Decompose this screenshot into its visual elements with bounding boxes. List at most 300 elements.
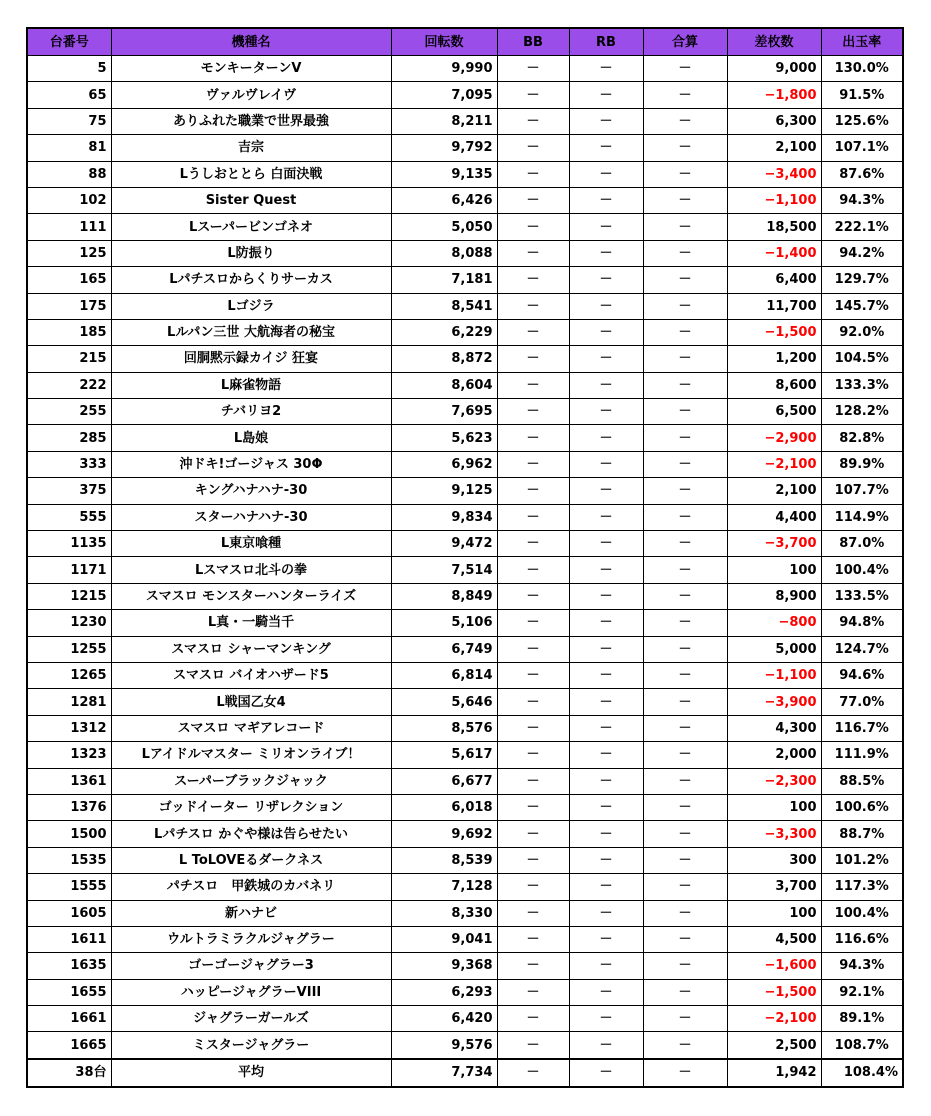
combined-cell: － bbox=[643, 768, 727, 794]
table-row bbox=[27, 293, 903, 319]
rb-cell: － bbox=[569, 953, 643, 979]
machine-number-cell: 1281 bbox=[27, 689, 111, 715]
machine-name-cell: L戦国乙女4 bbox=[111, 689, 391, 715]
machine-name-cell: ウルトラミラクルジャグラー bbox=[111, 926, 391, 952]
bb-cell: － bbox=[497, 346, 569, 372]
bb-cell: － bbox=[497, 267, 569, 293]
summary-spins-cell: 7,734 bbox=[391, 1059, 497, 1087]
rb-cell: － bbox=[569, 108, 643, 134]
combined-cell: － bbox=[643, 715, 727, 741]
difference-cell: −1,500 bbox=[727, 979, 821, 1005]
combined-cell: － bbox=[643, 240, 727, 266]
difference-cell: 6,500 bbox=[727, 399, 821, 425]
payout-rate-cell: 87.0% bbox=[821, 531, 903, 557]
difference-cell: 3,700 bbox=[727, 874, 821, 900]
payout-rate-cell: 100.6% bbox=[821, 794, 903, 820]
table-row bbox=[27, 425, 903, 451]
bb-cell: － bbox=[497, 689, 569, 715]
machine-number-cell: 215 bbox=[27, 346, 111, 372]
header-row bbox=[27, 28, 903, 56]
machine-number-cell: 555 bbox=[27, 504, 111, 530]
bb-cell: － bbox=[497, 531, 569, 557]
rb-cell: － bbox=[569, 583, 643, 609]
payout-rate-cell: 129.7% bbox=[821, 267, 903, 293]
combined-cell: － bbox=[643, 214, 727, 240]
difference-cell: −2,100 bbox=[727, 1006, 821, 1032]
combined-cell: － bbox=[643, 689, 727, 715]
bb-cell: － bbox=[497, 662, 569, 688]
payout-rate-cell: 104.5% bbox=[821, 346, 903, 372]
summary-machine-number-cell: 38台 bbox=[27, 1059, 111, 1087]
machine-name-cell: Lパチスロ かぐや様は告らせたい bbox=[111, 821, 391, 847]
payout-rate-cell: 116.6% bbox=[821, 926, 903, 952]
machine-name-cell: 回胴黙示録カイジ 狂宴 bbox=[111, 346, 391, 372]
payout-rate-cell: 107.1% bbox=[821, 135, 903, 161]
spins-cell: 5,617 bbox=[391, 742, 497, 768]
table-row bbox=[27, 108, 903, 134]
table-row bbox=[27, 979, 903, 1005]
rb-cell: － bbox=[569, 240, 643, 266]
difference-cell: 2,100 bbox=[727, 135, 821, 161]
rb-cell: － bbox=[569, 1006, 643, 1032]
bb-cell: － bbox=[497, 82, 569, 108]
machine-name-cell: ハッピージャグラーVIII bbox=[111, 979, 391, 1005]
payout-rate-cell: 89.9% bbox=[821, 451, 903, 477]
machine-number-cell: 65 bbox=[27, 82, 111, 108]
machine-name-cell: Lうしおととら 白面決戦 bbox=[111, 161, 391, 187]
rb-cell: － bbox=[569, 372, 643, 398]
table-row bbox=[27, 504, 903, 530]
table-row bbox=[27, 267, 903, 293]
rb-cell: － bbox=[569, 451, 643, 477]
combined-cell: － bbox=[643, 425, 727, 451]
machine-name-cell: Lゴジラ bbox=[111, 293, 391, 319]
difference-cell: 5,000 bbox=[727, 636, 821, 662]
rb-cell: － bbox=[569, 742, 643, 768]
table-row bbox=[27, 399, 903, 425]
combined-cell: － bbox=[643, 478, 727, 504]
combined-cell: － bbox=[643, 161, 727, 187]
difference-cell: −2,300 bbox=[727, 768, 821, 794]
combined-cell: － bbox=[643, 662, 727, 688]
spins-cell: 9,792 bbox=[391, 135, 497, 161]
table-row bbox=[27, 610, 903, 636]
payout-rate-cell: 89.1% bbox=[821, 1006, 903, 1032]
payout-rate-cell: 94.3% bbox=[821, 953, 903, 979]
machine-name-cell: L東京喰種 bbox=[111, 531, 391, 557]
spins-cell: 5,623 bbox=[391, 425, 497, 451]
table-row bbox=[27, 478, 903, 504]
bb-cell: － bbox=[497, 451, 569, 477]
bb-cell: － bbox=[497, 161, 569, 187]
difference-cell: −3,700 bbox=[727, 531, 821, 557]
combined-cell: － bbox=[643, 794, 727, 820]
bb-cell: － bbox=[497, 240, 569, 266]
machine-number-cell: 102 bbox=[27, 187, 111, 213]
machine-name-cell: スマスロ シャーマンキング bbox=[111, 636, 391, 662]
bb-cell: － bbox=[497, 187, 569, 213]
machine-name-cell: Lスマスロ北斗の拳 bbox=[111, 557, 391, 583]
payout-rate-cell: 87.6% bbox=[821, 161, 903, 187]
spins-cell: 9,990 bbox=[391, 56, 497, 82]
table-row bbox=[27, 346, 903, 372]
spins-cell: 7,181 bbox=[391, 267, 497, 293]
difference-cell: 100 bbox=[727, 557, 821, 583]
difference-cell: −3,300 bbox=[727, 821, 821, 847]
machine-number-cell: 1605 bbox=[27, 900, 111, 926]
payout-rate-cell: 116.7% bbox=[821, 715, 903, 741]
payout-rate-cell: 145.7% bbox=[821, 293, 903, 319]
table-row bbox=[27, 768, 903, 794]
combined-cell: － bbox=[643, 874, 727, 900]
machine-number-cell: 333 bbox=[27, 451, 111, 477]
payout-rate-cell: 82.8% bbox=[821, 425, 903, 451]
spins-cell: 7,128 bbox=[391, 874, 497, 900]
spins-cell: 6,677 bbox=[391, 768, 497, 794]
rb-cell: － bbox=[569, 214, 643, 240]
table-row bbox=[27, 187, 903, 213]
header-machine-name: 機種名 bbox=[111, 28, 391, 56]
payout-rate-cell: 94.6% bbox=[821, 662, 903, 688]
machine-name-cell: ミスタージャグラー bbox=[111, 1032, 391, 1059]
header-rb: RB bbox=[569, 28, 643, 56]
machine-number-cell: 81 bbox=[27, 135, 111, 161]
spins-cell: 6,018 bbox=[391, 794, 497, 820]
combined-cell: － bbox=[643, 821, 727, 847]
payout-rate-cell: 77.0% bbox=[821, 689, 903, 715]
machine-number-cell: 1215 bbox=[27, 583, 111, 609]
summary-machine-name-cell: 平均 bbox=[111, 1059, 391, 1087]
header-machine-number: 台番号 bbox=[27, 28, 111, 56]
rb-cell: － bbox=[569, 610, 643, 636]
payout-rate-cell: 130.0% bbox=[821, 56, 903, 82]
machine-name-cell: スーパーブラックジャック bbox=[111, 768, 391, 794]
machine-name-cell: ジャグラーガールズ bbox=[111, 1006, 391, 1032]
spins-cell: 5,646 bbox=[391, 689, 497, 715]
difference-cell: 2,000 bbox=[727, 742, 821, 768]
machine-name-cell: ありふれた職業で世界最強 bbox=[111, 108, 391, 134]
rb-cell: － bbox=[569, 768, 643, 794]
combined-cell: － bbox=[643, 451, 727, 477]
combined-cell: － bbox=[643, 583, 727, 609]
difference-cell: 6,400 bbox=[727, 267, 821, 293]
combined-cell: － bbox=[643, 319, 727, 345]
spins-cell: 6,229 bbox=[391, 319, 497, 345]
payout-rate-cell: 92.0% bbox=[821, 319, 903, 345]
difference-cell: 4,500 bbox=[727, 926, 821, 952]
difference-cell: 18,500 bbox=[727, 214, 821, 240]
spins-cell: 6,426 bbox=[391, 187, 497, 213]
machine-name-cell: Lルパン三世 大航海者の秘宝 bbox=[111, 319, 391, 345]
difference-cell: −2,100 bbox=[727, 451, 821, 477]
header-difference: 差枚数 bbox=[727, 28, 821, 56]
machine-number-cell: 75 bbox=[27, 108, 111, 134]
difference-cell: 11,700 bbox=[727, 293, 821, 319]
bb-cell: － bbox=[497, 1032, 569, 1059]
machine-name-cell: スマスロ マギアレコード bbox=[111, 715, 391, 741]
bb-cell: － bbox=[497, 715, 569, 741]
rb-cell: － bbox=[569, 1032, 643, 1059]
summary-row bbox=[27, 1059, 903, 1087]
bb-cell: － bbox=[497, 319, 569, 345]
table-row bbox=[27, 636, 903, 662]
rb-cell: － bbox=[569, 56, 643, 82]
bb-cell: － bbox=[497, 874, 569, 900]
rb-cell: － bbox=[569, 346, 643, 372]
summary-payout-rate-cell: 108.4% bbox=[821, 1059, 903, 1087]
bb-cell: － bbox=[497, 636, 569, 662]
machine-name-cell: L麻雀物語 bbox=[111, 372, 391, 398]
table-row bbox=[27, 531, 903, 557]
table-row bbox=[27, 319, 903, 345]
machine-number-cell: 375 bbox=[27, 478, 111, 504]
difference-cell: 300 bbox=[727, 847, 821, 873]
bb-cell: － bbox=[497, 583, 569, 609]
table-row bbox=[27, 583, 903, 609]
summary-rb-cell: － bbox=[569, 1059, 643, 1087]
spins-cell: 9,125 bbox=[391, 478, 497, 504]
spins-cell: 8,849 bbox=[391, 583, 497, 609]
table-row bbox=[27, 821, 903, 847]
machine-number-cell: 88 bbox=[27, 161, 111, 187]
bb-cell: － bbox=[497, 768, 569, 794]
table-row bbox=[27, 847, 903, 873]
machine-name-cell: 新ハナビ bbox=[111, 900, 391, 926]
combined-cell: － bbox=[643, 504, 727, 530]
difference-cell: 9,000 bbox=[727, 56, 821, 82]
spins-cell: 6,420 bbox=[391, 1006, 497, 1032]
combined-cell: － bbox=[643, 979, 727, 1005]
machine-name-cell: Lアイドルマスター ミリオンライブ！ bbox=[111, 742, 391, 768]
difference-cell: 2,500 bbox=[727, 1032, 821, 1059]
machine-name-cell: モンキーターンⅤ bbox=[111, 56, 391, 82]
bb-cell: － bbox=[497, 979, 569, 1005]
combined-cell: － bbox=[643, 56, 727, 82]
machine-number-cell: 1323 bbox=[27, 742, 111, 768]
rb-cell: － bbox=[569, 504, 643, 530]
machine-name-cell: スマスロ バイオハザード5 bbox=[111, 662, 391, 688]
combined-cell: － bbox=[643, 399, 727, 425]
machine-number-cell: 1265 bbox=[27, 662, 111, 688]
bb-cell: － bbox=[497, 108, 569, 134]
spins-cell: 9,041 bbox=[391, 926, 497, 952]
payout-rate-cell: 100.4% bbox=[821, 900, 903, 926]
table-row bbox=[27, 372, 903, 398]
machine-number-cell: 1611 bbox=[27, 926, 111, 952]
bb-cell: － bbox=[497, 425, 569, 451]
machine-number-cell: 1230 bbox=[27, 610, 111, 636]
rb-cell: － bbox=[569, 926, 643, 952]
spins-cell: 7,514 bbox=[391, 557, 497, 583]
bb-cell: － bbox=[497, 372, 569, 398]
bb-cell: － bbox=[497, 794, 569, 820]
rb-cell: － bbox=[569, 715, 643, 741]
machine-name-cell: L真・一騎当千 bbox=[111, 610, 391, 636]
spins-cell: 6,814 bbox=[391, 662, 497, 688]
table-row bbox=[27, 240, 903, 266]
payout-rate-cell: 94.2% bbox=[821, 240, 903, 266]
difference-cell: −1,100 bbox=[727, 662, 821, 688]
combined-cell: － bbox=[643, 135, 727, 161]
payout-rate-cell: 94.8% bbox=[821, 610, 903, 636]
machine-name-cell: Lパチスロからくりサーカス bbox=[111, 267, 391, 293]
summary-bb-cell: － bbox=[497, 1059, 569, 1087]
spins-cell: 7,695 bbox=[391, 399, 497, 425]
table-row bbox=[27, 953, 903, 979]
difference-cell: −1,600 bbox=[727, 953, 821, 979]
machine-number-cell: 1255 bbox=[27, 636, 111, 662]
spins-cell: 8,541 bbox=[391, 293, 497, 319]
difference-cell: 100 bbox=[727, 794, 821, 820]
spins-cell: 8,604 bbox=[391, 372, 497, 398]
machine-name-cell: キングハナハナ-30 bbox=[111, 478, 391, 504]
rb-cell: － bbox=[569, 874, 643, 900]
combined-cell: － bbox=[643, 636, 727, 662]
spins-cell: 8,330 bbox=[391, 900, 497, 926]
payout-rate-cell: 100.4% bbox=[821, 557, 903, 583]
spins-cell: 8,088 bbox=[391, 240, 497, 266]
table-row bbox=[27, 161, 903, 187]
bb-cell: － bbox=[497, 821, 569, 847]
spins-cell: 8,211 bbox=[391, 108, 497, 134]
table-row bbox=[27, 715, 903, 741]
difference-cell: 2,100 bbox=[727, 478, 821, 504]
payout-rate-cell: 107.7% bbox=[821, 478, 903, 504]
spins-cell: 9,368 bbox=[391, 953, 497, 979]
rb-cell: － bbox=[569, 689, 643, 715]
spins-cell: 5,106 bbox=[391, 610, 497, 636]
machine-name-cell: L ToLOVEるダークネス bbox=[111, 847, 391, 873]
machine-number-cell: 1661 bbox=[27, 1006, 111, 1032]
rb-cell: － bbox=[569, 425, 643, 451]
rb-cell: － bbox=[569, 293, 643, 319]
rb-cell: － bbox=[569, 161, 643, 187]
rb-cell: － bbox=[569, 187, 643, 213]
machine-name-cell: ゴーゴージャグラー3 bbox=[111, 953, 391, 979]
machine-number-cell: 5 bbox=[27, 56, 111, 82]
bb-cell: － bbox=[497, 504, 569, 530]
table-row bbox=[27, 689, 903, 715]
machine-number-cell: 165 bbox=[27, 267, 111, 293]
bb-cell: － bbox=[497, 953, 569, 979]
bb-cell: － bbox=[497, 1006, 569, 1032]
payout-rate-cell: 91.5% bbox=[821, 82, 903, 108]
combined-cell: － bbox=[643, 187, 727, 213]
payout-rate-cell: 133.5% bbox=[821, 583, 903, 609]
difference-cell: −1,100 bbox=[727, 187, 821, 213]
rb-cell: － bbox=[569, 821, 643, 847]
spins-cell: 9,692 bbox=[391, 821, 497, 847]
machine-number-cell: 255 bbox=[27, 399, 111, 425]
bb-cell: － bbox=[497, 742, 569, 768]
combined-cell: － bbox=[643, 1032, 727, 1059]
header-combined: 合算 bbox=[643, 28, 727, 56]
header-spins: 回転数 bbox=[391, 28, 497, 56]
machine-number-cell: 175 bbox=[27, 293, 111, 319]
difference-cell: 6,300 bbox=[727, 108, 821, 134]
difference-cell: 4,400 bbox=[727, 504, 821, 530]
machine-number-cell: 1535 bbox=[27, 847, 111, 873]
bb-cell: － bbox=[497, 56, 569, 82]
machine-name-cell: チバリヨ2 bbox=[111, 399, 391, 425]
combined-cell: － bbox=[643, 610, 727, 636]
machine-name-cell: パチスロ 甲鉄城のカバネリ bbox=[111, 874, 391, 900]
payout-rate-cell: 108.7% bbox=[821, 1032, 903, 1059]
difference-cell: −800 bbox=[727, 610, 821, 636]
machine-number-cell: 1655 bbox=[27, 979, 111, 1005]
combined-cell: － bbox=[643, 531, 727, 557]
payout-rate-cell: 111.9% bbox=[821, 742, 903, 768]
spins-cell: 9,834 bbox=[391, 504, 497, 530]
payout-rate-cell: 128.2% bbox=[821, 399, 903, 425]
combined-cell: － bbox=[643, 953, 727, 979]
payout-rate-cell: 114.9% bbox=[821, 504, 903, 530]
table-row bbox=[27, 742, 903, 768]
table-row bbox=[27, 874, 903, 900]
rb-cell: － bbox=[569, 636, 643, 662]
machine-name-cell: L島娘 bbox=[111, 425, 391, 451]
payout-rate-cell: 124.7% bbox=[821, 636, 903, 662]
rb-cell: － bbox=[569, 847, 643, 873]
difference-cell: −2,900 bbox=[727, 425, 821, 451]
rb-cell: － bbox=[569, 478, 643, 504]
spins-cell: 5,050 bbox=[391, 214, 497, 240]
rb-cell: － bbox=[569, 267, 643, 293]
table-row bbox=[27, 214, 903, 240]
summary-combined-cell: － bbox=[643, 1059, 727, 1087]
machine-number-cell: 1376 bbox=[27, 794, 111, 820]
machine-name-cell: Sister Quest bbox=[111, 187, 391, 213]
machine-name-cell: L防振り bbox=[111, 240, 391, 266]
machine-name-cell: ゴッドイーター リザレクション bbox=[111, 794, 391, 820]
machine-name-cell: ヴァルヴレイヴ bbox=[111, 82, 391, 108]
difference-cell: 4,300 bbox=[727, 715, 821, 741]
machine-number-cell: 111 bbox=[27, 214, 111, 240]
difference-cell: 8,900 bbox=[727, 583, 821, 609]
payout-rate-cell: 101.2% bbox=[821, 847, 903, 873]
difference-cell: −1,400 bbox=[727, 240, 821, 266]
rb-cell: － bbox=[569, 557, 643, 583]
combined-cell: － bbox=[643, 557, 727, 583]
machine-number-cell: 222 bbox=[27, 372, 111, 398]
header-bb: BB bbox=[497, 28, 569, 56]
spins-cell: 8,539 bbox=[391, 847, 497, 873]
machine-number-cell: 1635 bbox=[27, 953, 111, 979]
payout-rate-cell: 88.5% bbox=[821, 768, 903, 794]
payout-rate-cell: 92.1% bbox=[821, 979, 903, 1005]
machine-name-cell: スマスロ モンスターハンターライズ bbox=[111, 583, 391, 609]
combined-cell: － bbox=[643, 847, 727, 873]
machine-number-cell: 1500 bbox=[27, 821, 111, 847]
bb-cell: － bbox=[497, 610, 569, 636]
machine-number-cell: 1171 bbox=[27, 557, 111, 583]
payout-rate-cell: 133.3% bbox=[821, 372, 903, 398]
payout-rate-cell: 88.7% bbox=[821, 821, 903, 847]
machine-name-cell: 沖ドキ!ゴージャス 30Φ bbox=[111, 451, 391, 477]
combined-cell: － bbox=[643, 293, 727, 319]
bb-cell: － bbox=[497, 293, 569, 319]
combined-cell: － bbox=[643, 900, 727, 926]
combined-cell: － bbox=[643, 82, 727, 108]
bb-cell: － bbox=[497, 847, 569, 873]
machine-number-cell: 1312 bbox=[27, 715, 111, 741]
payout-rate-cell: 125.6% bbox=[821, 108, 903, 134]
machine-number-cell: 1555 bbox=[27, 874, 111, 900]
combined-cell: － bbox=[643, 346, 727, 372]
difference-cell: −1,800 bbox=[727, 82, 821, 108]
machine-name-cell: Lスーパービンゴネオ bbox=[111, 214, 391, 240]
spins-cell: 9,576 bbox=[391, 1032, 497, 1059]
